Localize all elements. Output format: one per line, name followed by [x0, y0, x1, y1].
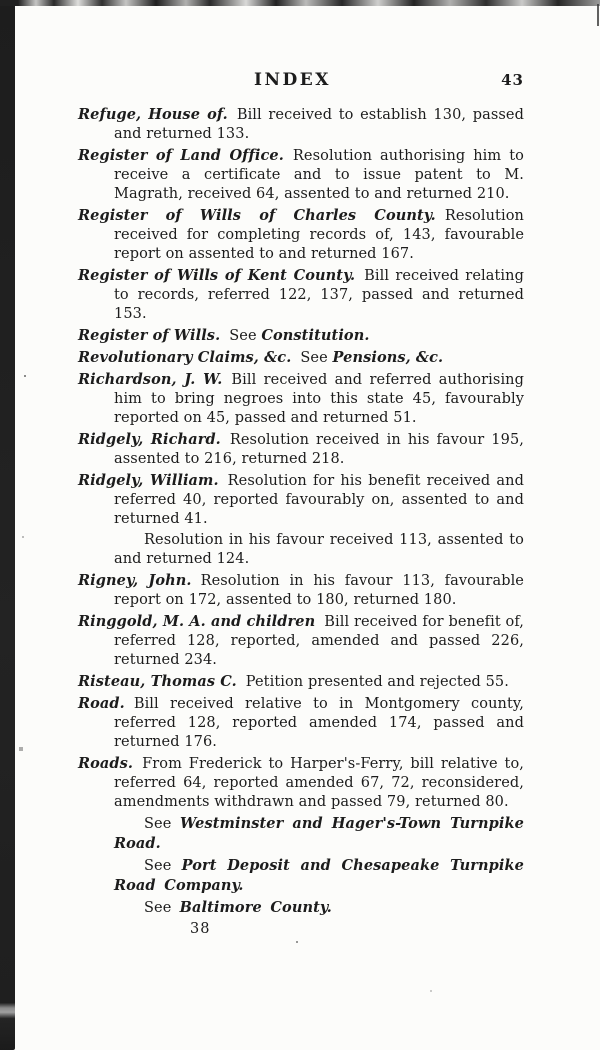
index-entry-register-wills-kent: [78, 266, 524, 324]
scan-left-edge: [0, 0, 15, 1050]
index-entry-ridgely-william: [78, 471, 524, 529]
entry-text: Resolution in his favour 113, favourable report on 172, assented to 180, returned 180.: [114, 573, 524, 608]
page-content: [78, 70, 524, 939]
entry-term: Register of Land Office.: [78, 147, 284, 164]
entry-term: Richardson, J. W.: [78, 371, 223, 388]
index-entry-register-wills-charles: [78, 206, 524, 264]
see-target: Westminster and Hager's-Town Turnpike Road.: [114, 815, 524, 852]
entry-text: Bill received and referred authorising him to bring negroes into this state 45, favourably reported on 45, passed and returned 51.: [114, 372, 525, 426]
index-entry-ridgely-richard: [78, 430, 524, 469]
index-entry-richardson: [78, 370, 524, 428]
entry-text: Bill received relative to in Montgomery county, referred 128, reported amended 174, passed and returned 176.: [114, 696, 524, 750]
index-entry-risteau: [78, 672, 524, 692]
index-entry-ringgold: [78, 612, 524, 670]
see-label: See: [144, 858, 172, 874]
see-label: See: [300, 350, 328, 366]
see-reference-baltimore: [78, 898, 524, 918]
entry-term: Roads.: [78, 755, 134, 772]
index-entry-rigney: [78, 571, 524, 610]
index-entry-register-wills: [78, 326, 524, 346]
entry-text: Bill received to establish 130, passed and returned 133.: [114, 107, 524, 142]
entry-term: Rigney, John.: [78, 572, 192, 589]
entry-text: Resolution for his benefit received and referred 40, reported favourably on, assented to and returned 41.: [114, 473, 524, 527]
entry-text: Petition presented and rejected 55.: [245, 674, 509, 690]
scan-corner-mark: [597, 4, 599, 26]
entry-text: Bill received relating to records, referred 122, 137, passed and returned 153.: [114, 268, 524, 322]
entry-term: Ridgely, William.: [78, 472, 219, 489]
index-list: [78, 105, 524, 939]
entry-text: Bill received for benefit of, referred 128, reported, amended and passed 226, returned 234.: [114, 614, 524, 668]
continuation-paragraph: [78, 531, 524, 569]
page-header: [78, 70, 524, 88]
see-label: See: [229, 328, 257, 344]
see-label: See: [144, 816, 172, 832]
signature-mark: 38: [190, 921, 211, 937]
scan-top-edge: [0, 0, 600, 6]
index-entry-road: [78, 694, 524, 752]
see-target: Pensions, &c.: [332, 349, 444, 366]
index-entry-revolutionary-claims: [78, 348, 524, 368]
see-reference-westminster: [78, 814, 524, 854]
entry-term: Register of Wills.: [78, 327, 221, 344]
see-label: See: [144, 900, 172, 916]
entry-term: Ringgold, M. A. and children: [78, 613, 316, 630]
index-entry-refuge: [78, 105, 524, 144]
see-target: Constitution.: [261, 327, 370, 344]
entry-term: Risteau, Thomas C.: [78, 673, 237, 690]
page-title: INDEX: [254, 70, 331, 90]
entry-text: Resolution authorising him to receive a certificate and to issue patent to M. Magrath, received 64, assented to and returned 210.: [114, 148, 524, 202]
entry-term: Register of Wills of Kent County.: [78, 267, 356, 284]
entry-term: Revolutionary Claims, &c.: [78, 349, 292, 366]
entry-text: Resolution received in his favour 195, assented to 216, returned 218.: [114, 432, 524, 467]
entry-term: Register of Wills of Charles County.: [78, 207, 436, 224]
entry-term: Refuge, House of.: [78, 106, 228, 123]
page-number: 43: [501, 71, 524, 89]
entry-text: Resolution received for completing records of, 143, favourable report on assented to and returned 167.: [114, 208, 524, 262]
entry-text: Resolution in his favour received 113, assented to and returned 124.: [114, 532, 524, 567]
index-entry-register-land-office: [78, 146, 524, 204]
see-target: Baltimore County.: [179, 899, 332, 916]
entry-term: Ridgely, Richard.: [78, 431, 221, 448]
see-reference-port-deposit: [78, 856, 524, 896]
entry-text: From Frederick to Harper's-Ferry, bill relative to, referred 64, reported amended 67, 72, reconsidered, amendments withdrawn and passed 79, returned 80.: [114, 756, 524, 810]
index-entry-roads: [78, 754, 524, 812]
see-target: Port Deposit and Chesapeake Turnpike Road Company.: [114, 857, 524, 894]
entry-term: Road.: [78, 695, 125, 712]
scan-specks: [0, 0, 2, 2]
